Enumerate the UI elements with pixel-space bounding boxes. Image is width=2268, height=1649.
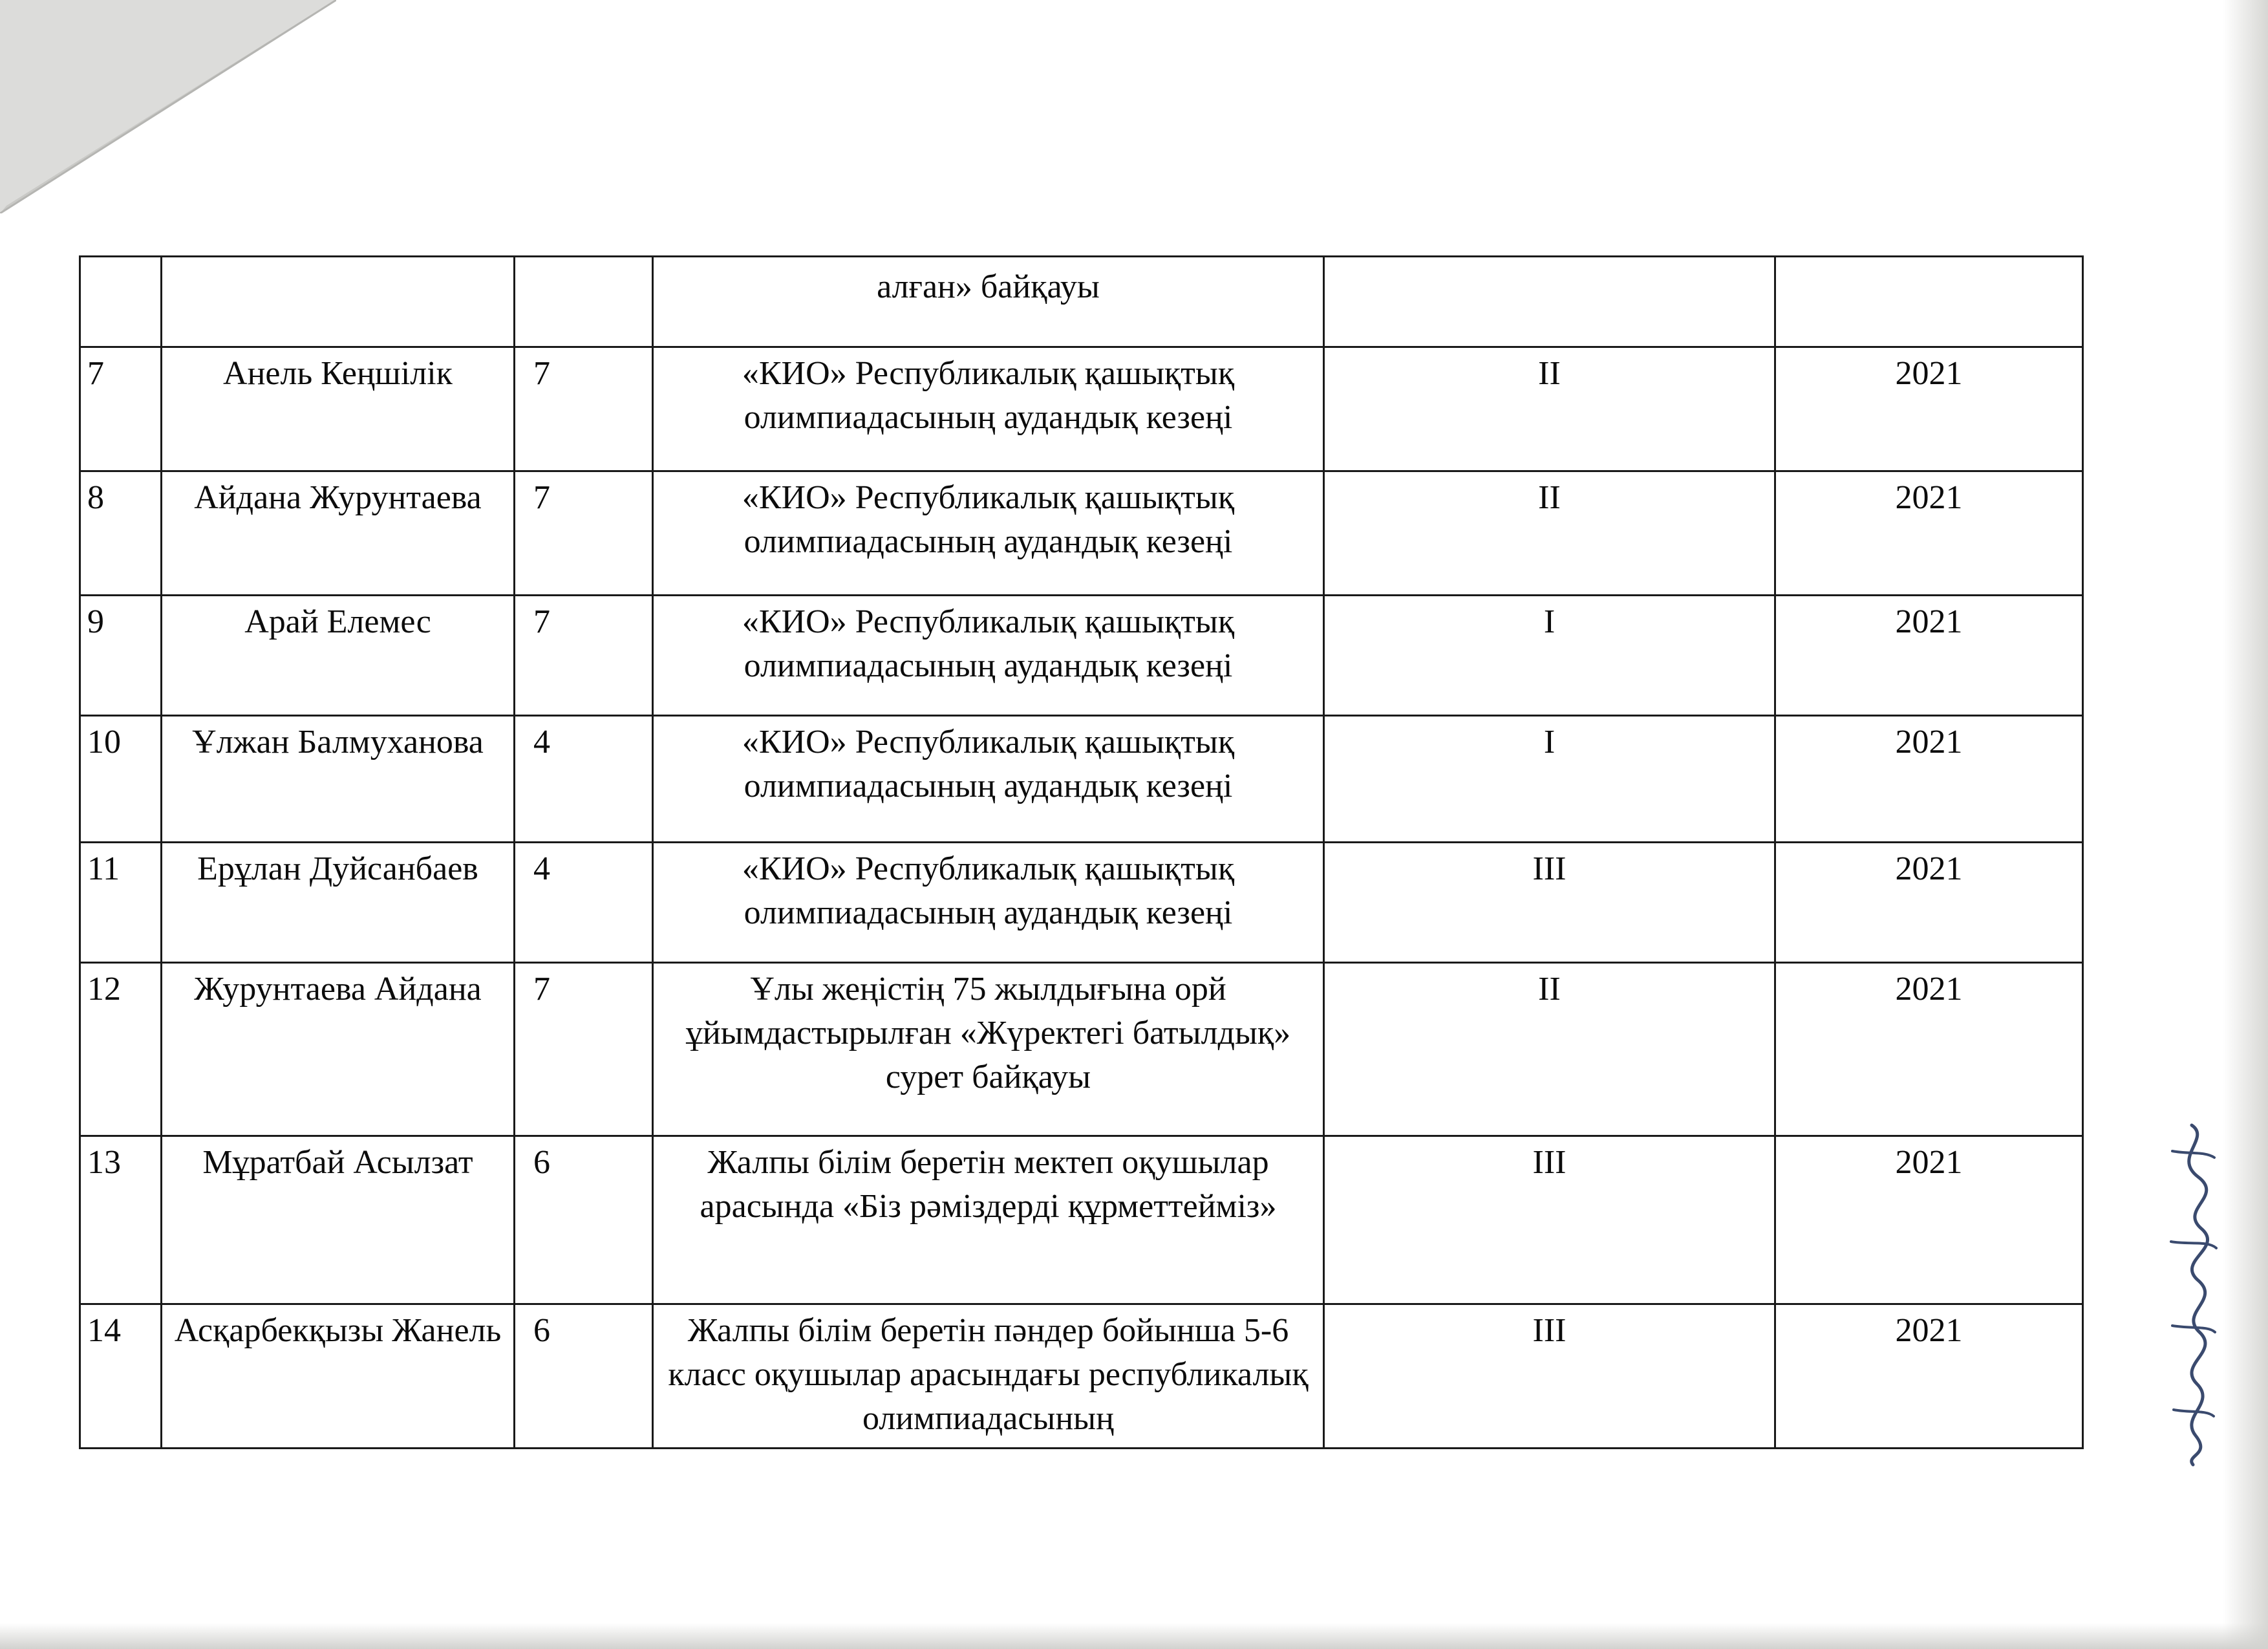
cell-place: ІІІ	[1324, 1304, 1775, 1449]
cell-event: алған» байқауы	[653, 257, 1324, 347]
cell-num: 9	[80, 596, 162, 716]
cell-grade: 6	[515, 1304, 653, 1449]
awards-table	[79, 255, 2084, 1449]
cell-name: Арай Елемес	[162, 596, 515, 716]
cell-place	[1324, 257, 1775, 347]
cell-name: Журунтаева Айдана	[162, 963, 515, 1136]
cell-name: Анель Кеңшілік	[162, 347, 515, 471]
cell-grade: 6	[515, 1136, 653, 1304]
cell-place: І	[1324, 716, 1775, 843]
cell-name: Ерұлан Дуйсанбаев	[162, 843, 515, 963]
cell-name: Мұратбай Асылзат	[162, 1136, 515, 1304]
cell-num: 13	[80, 1136, 162, 1304]
cell-event: Жалпы білім беретін пәндер бойынша 5-6 класс оқушылар арасындағы республикалық олимпиадасының	[653, 1304, 1324, 1449]
cell-num: 8	[80, 471, 162, 596]
cell-grade: 7	[515, 963, 653, 1136]
cell-place: ІІ	[1324, 347, 1775, 471]
cell-grade: 7	[515, 347, 653, 471]
cell-place: ІІІ	[1324, 843, 1775, 963]
cell-year: 2021	[1775, 843, 2083, 963]
cell-name	[162, 257, 515, 347]
cell-event: «КИО» Республикалық қашықтық олимпиадасының аудандық кезеңі	[653, 716, 1324, 843]
cell-place: ІІ	[1324, 471, 1775, 596]
table-row	[80, 596, 2083, 716]
cell-grade: 4	[515, 716, 653, 843]
cell-num: 11	[80, 843, 162, 963]
cell-num: 12	[80, 963, 162, 1136]
table-row-continued	[80, 257, 2083, 347]
cell-year: 2021	[1775, 347, 2083, 471]
cell-event: «КИО» Республикалық қашықтық олимпиадасының аудандық кезеңі	[653, 843, 1324, 963]
cell-event: Жалпы білім беретін мектеп оқушылар арасында «Біз рәміздерді құрметтейміз»	[653, 1136, 1324, 1304]
cell-year: 2021	[1775, 1304, 2083, 1449]
cell-name: Асқарбекқызы Жанель	[162, 1304, 515, 1449]
cell-num: 14	[80, 1304, 162, 1449]
cell-year	[1775, 257, 2083, 347]
cell-grade: 4	[515, 843, 653, 963]
cell-grade: 7	[515, 596, 653, 716]
cell-year: 2021	[1775, 596, 2083, 716]
cell-grade: 7	[515, 471, 653, 596]
table-row	[80, 471, 2083, 596]
cell-name: Ұлжан Балмуханова	[162, 716, 515, 843]
cell-year: 2021	[1775, 963, 2083, 1136]
cell-year: 2021	[1775, 471, 2083, 596]
cell-place: ІІ	[1324, 963, 1775, 1136]
cell-num	[80, 257, 162, 347]
cell-num: 10	[80, 716, 162, 843]
handwritten-note-icon	[2153, 1112, 2231, 1474]
cell-event: «КИО» Республикалық қашықтық олимпиадасының аудандық кезеңі	[653, 347, 1324, 471]
cell-place: І	[1324, 596, 1775, 716]
table-row	[80, 963, 2083, 1136]
table-row	[80, 1304, 2083, 1449]
cell-num: 7	[80, 347, 162, 471]
cell-place: ІІІ	[1324, 1136, 1775, 1304]
table-row	[80, 843, 2083, 963]
cell-name: Айдана Журунтаева	[162, 471, 515, 596]
cell-event: Ұлы жеңістің 75 жылдығына орй ұйымдастырылған «Жүректегі батылдық» сурет байқауы	[653, 963, 1324, 1136]
table-row	[80, 716, 2083, 843]
cell-event: «КИО» Республикалық қашықтық олимпиадасының аудандық кезеңі	[653, 471, 1324, 596]
cell-year: 2021	[1775, 1136, 2083, 1304]
folded-corner-icon	[0, 0, 336, 213]
cell-event: «КИО» Республикалық қашықтық олимпиадасының аудандық кезеңі	[653, 596, 1324, 716]
scan-edge-shadow-bottom	[0, 1623, 2268, 1649]
cell-year: 2021	[1775, 716, 2083, 843]
table-row	[80, 347, 2083, 471]
cell-grade	[515, 257, 653, 347]
table-row	[80, 1136, 2083, 1304]
